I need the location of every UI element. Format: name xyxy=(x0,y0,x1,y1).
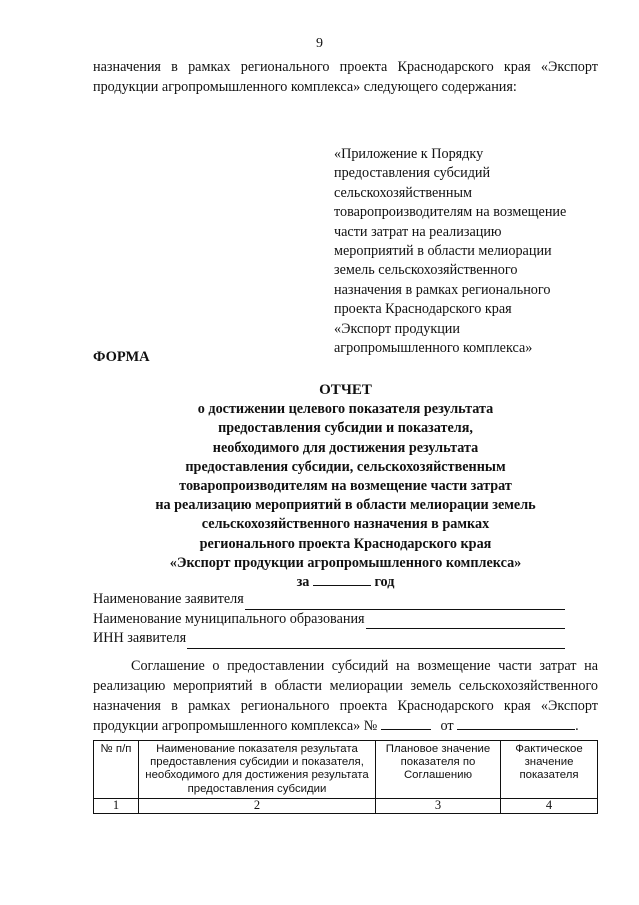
table-cell: 1 xyxy=(94,798,139,813)
municipality-row xyxy=(93,610,565,630)
period-suffix: год xyxy=(374,574,395,591)
appendix-line: мероприятий в области мелиорации xyxy=(334,243,552,260)
appendix-line: агропромышленного комплекса» xyxy=(334,340,533,357)
agreement-number-field[interactable] xyxy=(381,717,431,730)
inn-field[interactable] xyxy=(187,635,565,649)
agreement-paragraph xyxy=(93,656,598,736)
report-table xyxy=(93,740,598,814)
appendix-line: предоставления субсидий xyxy=(334,165,491,182)
agreement-line: реализацию мероприятий в области мелиорации земель сельскохозяйственного xyxy=(93,678,598,694)
header-indicator-name: Наименование показателя результата предоставления субсидии и показателя, необходимого для достижения результата предоставления субсидии xyxy=(139,741,376,799)
report-title-line: товаропроизводителям на возмещение части затрат xyxy=(179,478,512,495)
appendix-line: «Экспорт продукции xyxy=(334,320,460,337)
agreement-line4-text: продукции агропромышленного комплекса» № xyxy=(93,718,378,734)
report-title-line: «Экспорт продукции агропромышленного комплекса» xyxy=(169,554,522,571)
agreement-line: назначения в рамках регионального проекта Краснодарского края «Экспорт xyxy=(93,698,598,714)
header-number: № п/п xyxy=(94,741,139,799)
applicant-name-row xyxy=(93,590,565,610)
agreement-line-4 xyxy=(93,716,598,736)
table-cell: 2 xyxy=(139,798,376,813)
appendix-line: назначения в рамках регионального xyxy=(334,281,551,298)
applicant-name-label: Наименование заявителя xyxy=(93,591,244,607)
header-planned-value: Плановое значение показателя по Соглашению xyxy=(376,741,501,799)
table-cell: 3 xyxy=(376,798,501,813)
agreement-from-label: от xyxy=(440,718,454,734)
report-title-line: о достижении целевого показателя результата xyxy=(197,401,494,418)
form-label: ФОРМА xyxy=(93,349,150,365)
inn-label: ИНН заявителя xyxy=(93,630,187,646)
appendix-line: части затрат на реализацию xyxy=(334,223,502,240)
applicant-name-field[interactable] xyxy=(245,596,565,610)
appendix-line: товаропроизводителям на возмещение xyxy=(334,204,567,221)
appendix-line: земель сельскохозяйственного xyxy=(334,262,518,279)
header-actual-value: Фактическое значение показателя xyxy=(501,741,598,799)
table-row xyxy=(94,798,598,813)
intro-line: продукции агропромышленного комплекса» следующего содержания: xyxy=(93,79,517,95)
report-title-line: предоставления субсидии и показателя, xyxy=(218,420,473,437)
page-number: 9 xyxy=(316,36,323,51)
report-title-block xyxy=(93,381,598,592)
agreement-end: . xyxy=(575,718,579,734)
period-prefix: за xyxy=(296,574,310,591)
report-title-line: на реализацию мероприятий в области мелиорации земель xyxy=(155,497,536,514)
appendix-line: сельскохозяйственным xyxy=(334,184,473,201)
intro-paragraph xyxy=(93,57,598,97)
table-header-row xyxy=(94,741,598,799)
agreement-line: Соглашение о предоставлении субсидий на возмещение части затрат на xyxy=(131,658,598,674)
municipality-field[interactable] xyxy=(366,615,565,629)
agreement-date-field[interactable] xyxy=(457,717,575,730)
report-title-line: регионального проекта Краснодарского края xyxy=(199,535,492,552)
intro-line: назначения в рамках регионального проекта Краснодарского края «Экспорт xyxy=(93,59,598,75)
inn-row xyxy=(93,629,565,649)
report-title-line: необходимого для достижения результата xyxy=(212,439,479,456)
appendix-line: «Приложение к Порядку xyxy=(334,146,484,162)
table-cell: 4 xyxy=(501,798,598,813)
report-title: ОТЧЕТ xyxy=(319,382,372,398)
appendix-line: проекта Краснодарского края xyxy=(334,301,512,318)
applicant-fields xyxy=(93,590,565,649)
report-title-line: предоставления субсидии, сельскохозяйственным xyxy=(185,458,506,475)
municipality-label: Наименование муниципального образования xyxy=(93,610,365,627)
period-year-field[interactable] xyxy=(313,573,371,586)
report-title-line: сельскохозяйственного назначения в рамках xyxy=(201,516,490,533)
appendix-reference xyxy=(334,145,604,358)
